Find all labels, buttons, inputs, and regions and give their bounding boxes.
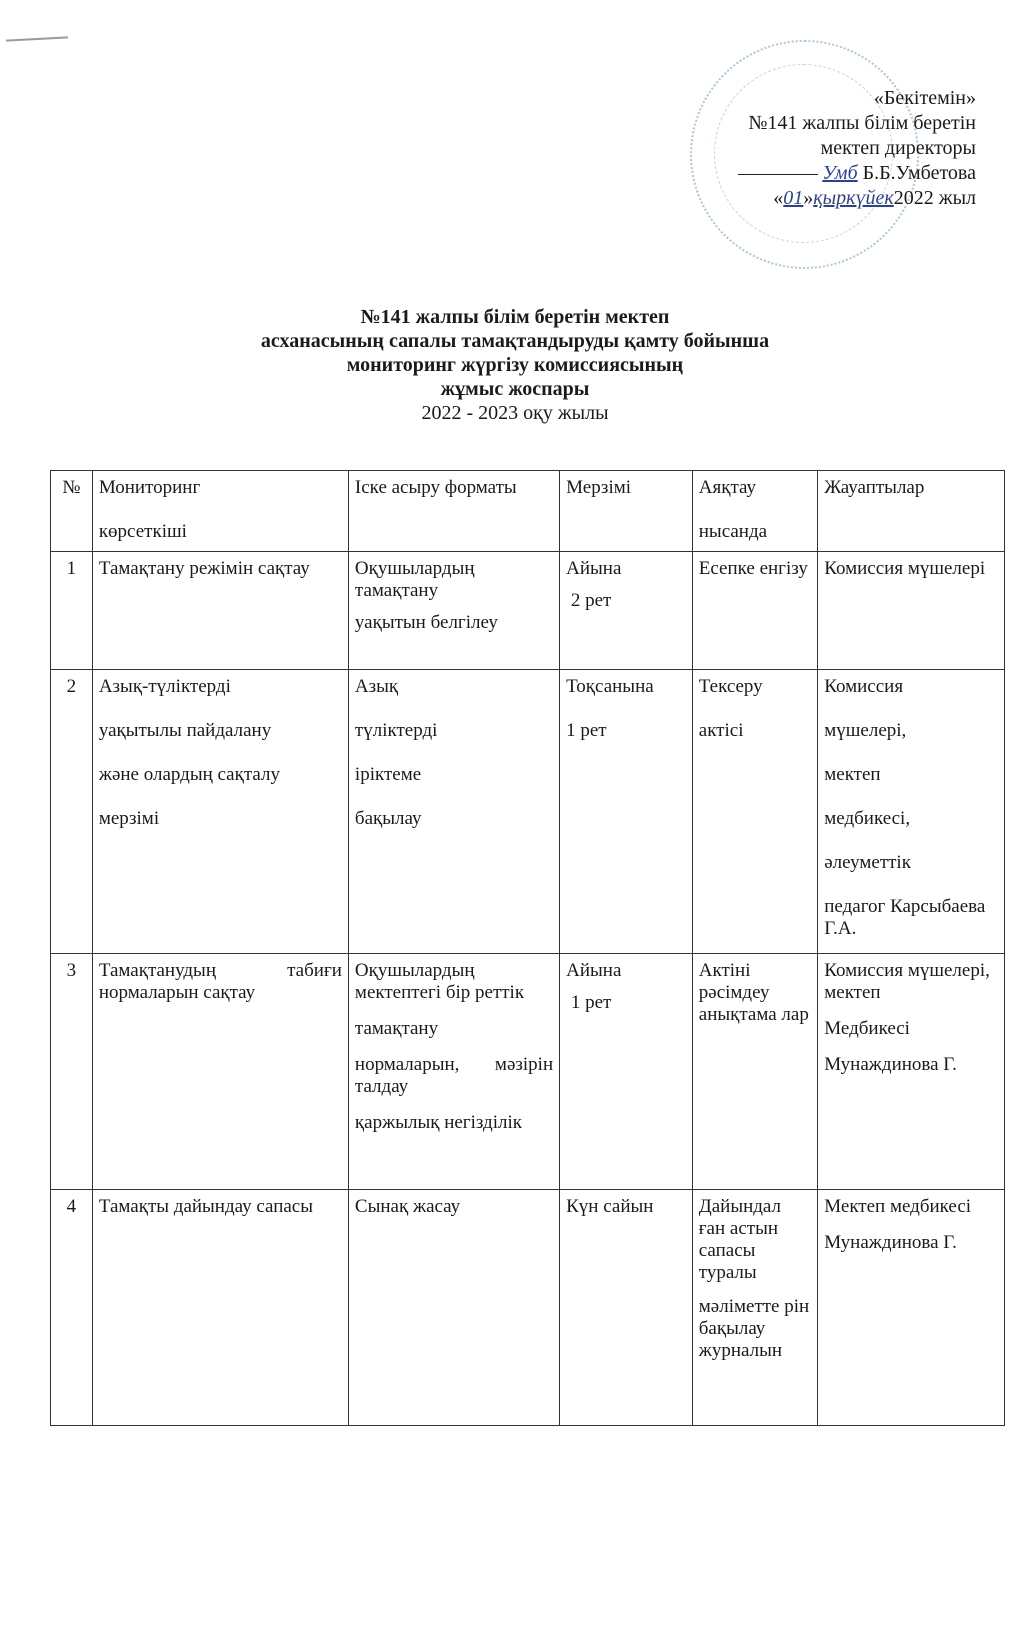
header-completion-line2: нысанда	[698, 521, 768, 542]
cell-text: Оқушылардың тамақтану	[354, 558, 475, 601]
row-deadline	[560, 1190, 693, 1426]
cell-text: Есепке енгізу	[698, 558, 808, 579]
approval-signature-line	[738, 161, 976, 186]
cell-text: Мунаждинова Г.	[824, 1054, 957, 1075]
cell-text: Айына	[566, 960, 622, 981]
row-format	[348, 954, 559, 1190]
row-deadline	[560, 552, 693, 670]
document-title	[0, 305, 1030, 425]
cell-text: Оқушылардың мектептегі бір реттік	[354, 960, 525, 1003]
cell-text: Комиссия мүшелері	[824, 558, 986, 579]
date-day: 01	[783, 187, 804, 209]
table-row	[51, 1190, 1005, 1426]
approval-block	[738, 86, 976, 211]
cell-text: 2 рет	[566, 590, 612, 611]
row-responsible	[818, 552, 1005, 670]
approval-school: №141 жалпы білім беретін	[748, 112, 976, 134]
cell-text: бақылау	[354, 808, 422, 829]
date-month: қыркүйек	[813, 187, 894, 209]
cell-text: қаржылық негізділік	[354, 1112, 522, 1133]
cell-text: іріктеме	[354, 764, 422, 785]
row-format	[348, 1190, 559, 1426]
header-indicator-line2: көрсеткіші	[98, 521, 187, 542]
cell-text: Мунаждинова Г.	[824, 1232, 957, 1253]
approval-heading: «Бекітемін»	[873, 87, 976, 109]
row-completion	[692, 1190, 817, 1426]
cell-text: әлеуметтік	[824, 852, 911, 873]
cell-text: педагог Карсыбаева Г.А.	[824, 896, 986, 939]
row-indicator	[92, 552, 348, 670]
cell-text: мектеп	[824, 764, 881, 785]
cell-text: актісі	[698, 720, 744, 741]
cell-text: уақытылы пайдалану	[98, 720, 272, 741]
signature: Умб	[822, 162, 858, 184]
scan-artifact-line	[6, 36, 68, 41]
cell-text: Тамақтанудың табиғи нормаларын сақтау	[98, 960, 342, 1003]
cell-text: Айына	[566, 558, 622, 579]
row-deadline	[560, 670, 693, 954]
row-responsible	[818, 670, 1005, 954]
header-deadline: Мерзімі	[560, 471, 693, 552]
cell-text: 1 рет	[566, 720, 607, 741]
cell-text: нормаларын, мәзірін талдау	[354, 1054, 554, 1097]
cell-text: 1 рет	[566, 992, 612, 1013]
row-completion	[692, 670, 817, 954]
row-indicator	[92, 1190, 348, 1426]
cell-text: Тамақтану режімін сақтау	[98, 558, 310, 579]
row-deadline	[560, 954, 693, 1190]
cell-text: Дайындал ған астын сапасы туралы	[698, 1196, 782, 1283]
cell-text: Мектеп медбикесі	[824, 1196, 972, 1217]
work-plan-table	[50, 470, 1005, 1426]
cell-text: Тоқсанына	[566, 676, 654, 697]
row-format	[348, 552, 559, 670]
table-row	[51, 670, 1005, 954]
cell-text: тамақтану	[354, 1018, 439, 1039]
title-line-4: жұмыс жоспары	[440, 378, 590, 400]
row-responsible	[818, 954, 1005, 1190]
table-row	[51, 954, 1005, 1190]
row-num: 3	[51, 954, 93, 1190]
header-format: Іске асыру форматы	[348, 471, 559, 552]
row-num: 2	[51, 670, 93, 954]
cell-text: және олардың сақталу	[98, 764, 280, 785]
cell-text: мәліметте рін бақылау журналын	[698, 1296, 810, 1361]
cell-text: уақытын белгілеу	[354, 612, 498, 633]
row-indicator	[92, 954, 348, 1190]
signature-blank	[738, 173, 818, 175]
academic-year: 2022 - 2023 оқу жылы	[421, 402, 609, 424]
title-line-3: мониторинг жүргізу комиссиясының	[346, 354, 684, 376]
table-header-row	[51, 471, 1005, 552]
row-indicator	[92, 670, 348, 954]
cell-text: Күн сайын	[566, 1196, 654, 1217]
cell-text: Сынақ жасау	[354, 1196, 461, 1217]
header-indicator-line1: Мониторинг	[98, 477, 201, 498]
row-num: 4	[51, 1190, 93, 1426]
row-completion	[692, 552, 817, 670]
table-row	[51, 552, 1005, 670]
director-name: Б.Б.Умбетова	[862, 162, 976, 184]
cell-text: Комиссия мүшелері, мектеп	[824, 960, 990, 1003]
header-completion	[692, 471, 817, 552]
title-line-1: №141 жалпы білім беретін мектеп	[360, 306, 670, 328]
row-responsible	[818, 1190, 1005, 1426]
approval-date: «01»қыркүйек2022 жыл	[773, 187, 976, 209]
row-num: 1	[51, 552, 93, 670]
cell-text: Тексеру	[698, 676, 763, 697]
title-line-2: асханасының сапалы тамақтандыруды қамту бойынша	[260, 330, 770, 352]
header-completion-line1: Аяқтау	[698, 477, 756, 498]
cell-text: Азық-түліктерді	[98, 676, 231, 697]
row-completion	[692, 954, 817, 1190]
header-responsible: Жауаптылар	[818, 471, 1005, 552]
header-num: №	[51, 471, 93, 552]
cell-text: Медбикесі	[824, 1018, 910, 1039]
cell-text: Азық	[354, 676, 399, 697]
approval-position: мектеп директоры	[820, 137, 976, 159]
cell-text: түліктерді	[354, 720, 438, 741]
cell-text: мүшелері,	[824, 720, 907, 741]
cell-text: медбикесі,	[824, 808, 911, 829]
cell-text: Актіні рәсімдеу анықтама лар	[698, 960, 809, 1025]
header-indicator	[92, 471, 348, 552]
cell-text: мерзімі	[98, 808, 160, 829]
row-format	[348, 670, 559, 954]
cell-text: Тамақты дайындау сапасы	[98, 1196, 314, 1217]
date-year: 2022 жыл	[893, 187, 976, 209]
cell-text: Комиссия	[824, 676, 904, 697]
